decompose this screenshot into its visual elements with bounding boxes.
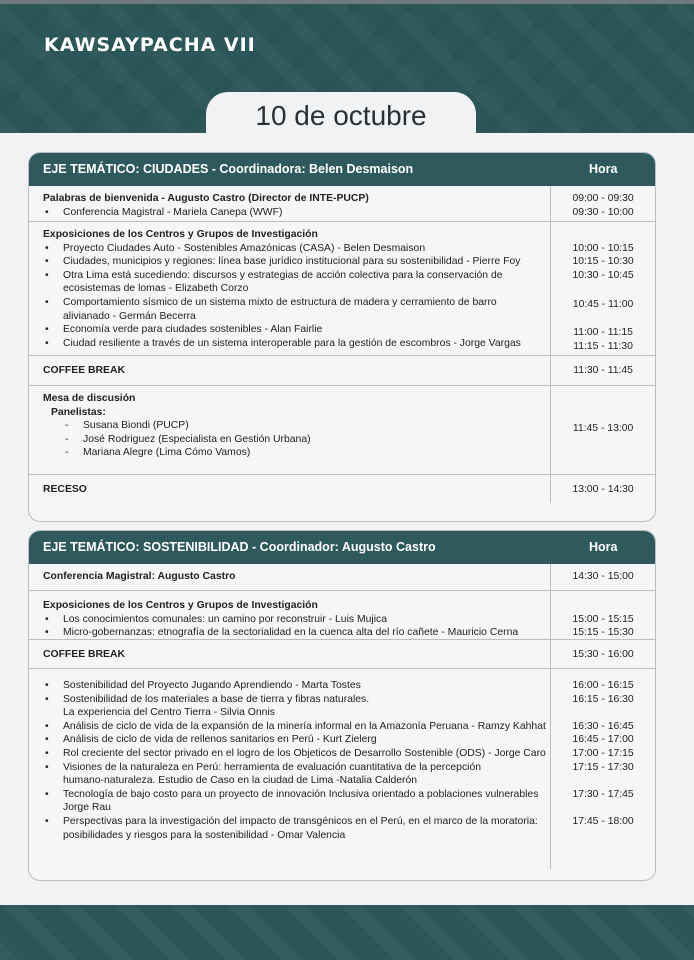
bullet-marker: • (45, 242, 49, 254)
list-item: • Sostenibilidad de los materiales a base de tierra y fibras naturales. La experiencia del Centro Tierra - Silvia Onnis (45, 693, 370, 719)
session-cell (29, 669, 550, 869)
session-cell: Exposiciones de los Centros y Grupos de Investigación • Los conocimientos comunales: un camino por reconstruir - Luis Mujica • Micro-gobernanzas: etnografía de la sectorialidad en la cuenca alta del río cañete - Mauricio Cerna (29, 591, 550, 639)
time-cell: 16:00 - 16:15 16:15 - 16:30 16:30 - 16:45 16:45 - 17:00 17:00 - 17:15 17:15 - 17:30 17:30 - 17:45 17:45 - 18:00 (550, 669, 655, 869)
bullet-marker: • (45, 324, 49, 336)
top-line (0, 0, 694, 4)
bottom-banner (0, 905, 694, 960)
bullet-marker: • (45, 720, 49, 732)
list-item: • Sostenibilidad del Proyecto Jugando Aprendiendo - Marta Tostes (45, 680, 361, 691)
list-item: • Visiones de la naturaleza en Perú: herramienta de evaluación cuantitativa de la percepción humano-naturaleza. Estudio de Caso en la ciudad de Lima -Natalia Calderón (45, 761, 482, 787)
hora-header: Hora (589, 162, 618, 176)
table-row (29, 186, 655, 222)
time-cell: 15:00 - 15:15 15:15 - 15:30 (550, 591, 655, 639)
table-row (29, 475, 655, 503)
time-cell: 11:30 - 11:45 (550, 356, 655, 385)
list-item: • Los conocimientos comunales: un camino por reconstruir - Luis Mujica (45, 613, 387, 625)
time-cell: 11:45 - 13:00 (550, 386, 655, 474)
schedule-card-sostenibilidad (28, 530, 656, 881)
list-item: - Mariana Alegre (Lima Cómo Vamos) (65, 447, 251, 459)
table-row (29, 591, 655, 640)
session-cell: Exposiciones de los Centros y Grupos de Investigación • Proyecto Ciudades Auto - Sostenibles Amazónicas (CASA) - Belen Desmaison • Ciudades, municipios y regiones: línea base jurídico institucional para su sostenibilidad - Pierre Foy • Otra Lima está sucediendo: discursos y estrategias de acción colectiva para la conservación de ecosistemas de lomas - Elizabeth Corzo • Comportamiento sísmico de un sistema mixto de estructura de madera y cerramiento de barro alivianado - Germán Becerra • Economía verde para ciudades sostenibles - Alan Fairlie • Ciudad resiliente a través de un sistema interoperable para la gestión de escombros - Jorge Vargas (29, 222, 550, 355)
list-item: - Susana Biondi (PUCP) (65, 420, 189, 432)
table-row (29, 669, 655, 869)
card-title: EJE TEMÁTICO: SOSTENIBILIDAD - Coordinador: Augusto Castro (43, 540, 436, 554)
time-cell: 09:00 - 09:30 09:30 - 10:00 (550, 186, 655, 221)
card-header (29, 531, 655, 564)
table-row (29, 564, 655, 591)
table-row (29, 386, 655, 475)
bullet-marker: • (45, 269, 49, 281)
event-logo: KAWSAYPACHA VII (44, 34, 256, 56)
schedule-rows (29, 186, 655, 503)
list-item: • Análisis de ciclo de vida de rellenos sanitarios en Perú - Kurt Zielerg (45, 734, 377, 746)
list-item: • Micro-gobernanzas: etnografía de la sectorialidad en la cuenca alta del río cañete - Mauricio Cerna (45, 627, 519, 639)
hora-header: Hora (589, 540, 618, 554)
session-cell: COFFEE BREAK (43, 649, 125, 660)
bullet-marker: • (45, 761, 49, 773)
bullet-marker: • (45, 256, 49, 268)
session-cell: RECESO (43, 484, 87, 495)
bullet-marker: • (45, 206, 49, 218)
dash-marker: - (65, 447, 69, 459)
list-item: • Perspectivas para la investigación del impacto de transgénicos en el Perú, en el marco de la moratoria: posibilidades y riesgos para la sostenibilidad - Omar Valencia (45, 815, 538, 841)
list-item: • Ciudad resiliente a través de un sistema interoperable para la gestión de escombros - Jorge Vargas (45, 337, 521, 349)
bullet-marker: • (45, 815, 49, 827)
session-cell: Conferencia Magistral: Augusto Castro (43, 571, 236, 582)
table-row (29, 222, 655, 356)
list-item: • Otra Lima está sucediendo: discursos y estrategias de acción colectiva para la conservación de ecosistemas de lomas - Elizabeth Corzo (45, 269, 503, 295)
list-item: - José Rodriguez (Especialista en Gestión Urbana) (65, 433, 311, 445)
session-cell: COFFEE BREAK (43, 365, 125, 376)
list-item: • Conferencia Magistral - Mariela Canepa (WWF) (45, 206, 283, 218)
list-item: • Rol creciente del sector privado en el logro de los Objeticos de Desarrollo Sostenible (ODS) - Jorge Caro (45, 747, 546, 759)
list-item: • Comportamiento sísmico de un sistema mixto de estructura de madera y cerramiento de barro alivianado - Germán Becerra (45, 296, 497, 322)
list-item: • Economía verde para ciudades sostenibles - Alan Fairlie (45, 324, 323, 336)
bullet-marker: • (45, 680, 49, 691)
bullet-marker: • (45, 337, 49, 349)
list-item: • Análisis de ciclo de vida de la expansión de la minería informal en la Amazonía Peruana - Ramzy Kahhat (45, 720, 546, 732)
bullet-marker: • (45, 296, 49, 308)
bullet-marker: • (45, 627, 49, 639)
list-item: Panelistas: (51, 406, 106, 418)
session-cell: Mesa de discusión Panelistas: - Susana Biondi (PUCP) - José Rodriguez (Especialista en Gestión Urbana) - Mariana Alegre (Lima Cómo Vamos) (29, 386, 550, 474)
date-label: 10 de octubre (255, 100, 427, 131)
dash-marker: - (65, 420, 69, 432)
bullet-marker: • (45, 788, 49, 800)
time-cell: 14:30 - 15:00 (550, 564, 655, 590)
table-row (29, 640, 655, 669)
list-item: • Proyecto Ciudades Auto - Sostenibles Amazónicas (CASA) - Belen Desmaison (45, 242, 426, 254)
bullet-marker: • (45, 613, 49, 625)
table-row (29, 356, 655, 386)
card-header (29, 153, 655, 186)
time-cell: 15:30 - 16:00 (550, 640, 655, 668)
schedule-rows (29, 564, 655, 869)
date-tab (206, 92, 476, 137)
dash-marker: - (65, 433, 69, 445)
banner-pattern (0, 905, 694, 960)
list-item: • Tecnología de bajo costo para un proyecto de innovación Inclusiva orientado a poblaciones vulnerables Jorge Rau (45, 788, 539, 814)
bullet-marker: • (45, 693, 49, 705)
list-item: • Ciudades, municipios y regiones: línea base jurídico institucional para su sostenibilidad - Pierre Foy (45, 256, 521, 268)
bullet-marker: • (45, 734, 49, 746)
session-cell: Palabras de bienvenida - Augusto Castro (Director de INTE-PUCP) • Conferencia Magistral - Mariela Canepa (WWF) (29, 186, 550, 221)
bullet-marker: • (45, 747, 49, 759)
time-cell: 10:00 - 10:15 10:15 - 10:30 10:30 - 10:45 10:45 - 11:00 11:00 - 11:15 11:15 - 11:30 (550, 222, 655, 355)
schedule-card-ciudades (28, 152, 656, 522)
time-cell: 13:00 - 14:30 (550, 475, 655, 503)
card-title: EJE TEMÁTICO: CIUDADES - Coordinadora: Belen Desmaison (43, 162, 414, 176)
